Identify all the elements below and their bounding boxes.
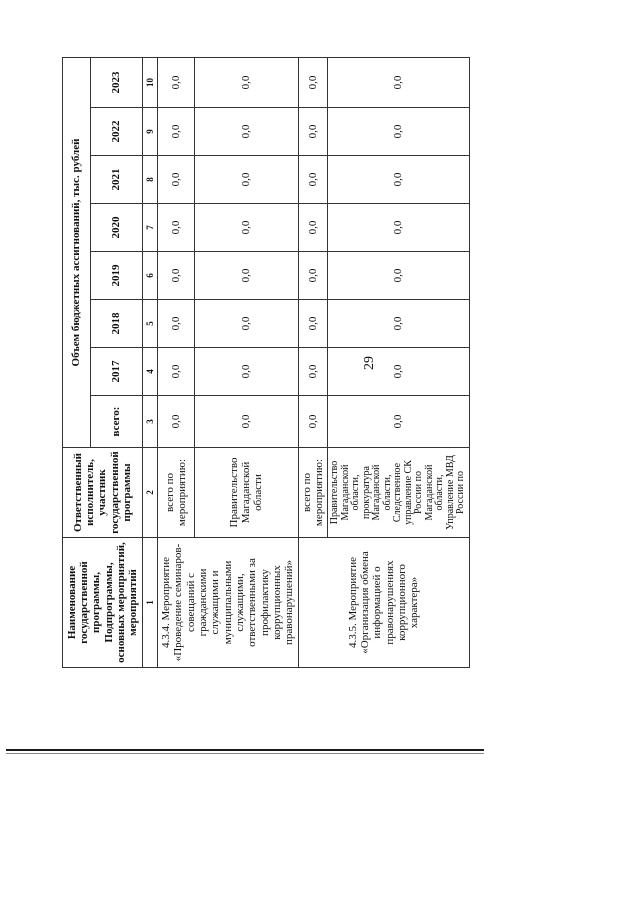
header-year-2022: 2022 [91, 108, 143, 156]
value-cell: 0,0 [298, 57, 328, 107]
value-cell: 0,0 [194, 396, 298, 448]
bottom-rule-thin [6, 753, 484, 754]
table-row [158, 57, 195, 667]
value-cell: 0,0 [158, 57, 195, 107]
value-cell: 0,0 [194, 252, 298, 300]
col-number: 7 [143, 204, 158, 252]
header-year-2021: 2021 [91, 156, 143, 204]
column-number-row [143, 57, 158, 667]
value-cell: 0,0 [194, 57, 298, 107]
bottom-rule [6, 749, 484, 751]
col-number: 4 [143, 348, 158, 396]
header-budget-group: Объем бюджетных ассигнований, тыс. рублей [63, 57, 91, 447]
header-year-2017: 2017 [91, 348, 143, 396]
value-cell: 0,0 [158, 300, 195, 348]
value-cell: 0,0 [194, 348, 298, 396]
header-year-2019: 2019 [91, 252, 143, 300]
rotated-page [62, 58, 512, 668]
value-cell: 0,0 [328, 348, 470, 396]
value-cell: 0,0 [158, 156, 195, 204]
value-cell: 0,0 [298, 252, 328, 300]
header-year-2020: 2020 [91, 204, 143, 252]
value-cell: 0,0 [298, 108, 328, 156]
header-executor: Ответственный исполнитель, участник государственной программы [63, 448, 143, 538]
value-cell: 0,0 [158, 396, 195, 448]
value-cell: 0,0 [328, 204, 470, 252]
executor-cell: всего по мероприятию: [158, 448, 195, 538]
header-year-2018: 2018 [91, 300, 143, 348]
value-cell: 0,0 [158, 348, 195, 396]
activity-name: 4.3.4. Мероприятие «Проведение семинаров-совещаний с гражданскими служащими и муниципальными служащими, ответственными за профилактику коррупционных правонарушений» [158, 538, 298, 668]
value-cell: 0,0 [328, 252, 470, 300]
col-number: 1 [143, 538, 158, 668]
value-cell: 0,0 [298, 156, 328, 204]
value-cell: 0,0 [328, 108, 470, 156]
col-number: 6 [143, 252, 158, 300]
value-cell: 0,0 [158, 108, 195, 156]
value-cell: 0,0 [158, 204, 195, 252]
header-total: всего: [91, 396, 143, 448]
header-year-2023: 2023 [91, 57, 143, 107]
value-cell: 0,0 [194, 156, 298, 204]
value-cell: 0,0 [328, 396, 470, 448]
value-cell: 0,0 [194, 108, 298, 156]
value-cell: 0,0 [298, 204, 328, 252]
table-row [298, 57, 328, 667]
col-number: 5 [143, 300, 158, 348]
col-number: 2 [143, 448, 158, 538]
col-number: 10 [143, 57, 158, 107]
value-cell: 0,0 [328, 300, 470, 348]
budget-table [62, 57, 470, 668]
value-cell: 0,0 [194, 204, 298, 252]
value-cell: 0,0 [328, 57, 470, 107]
value-cell: 0,0 [298, 396, 328, 448]
executor-cell: Правительство Магаданской области, прокуратура Магаданской области, Следственное управление СК России по Магаданской области, Управление МВД России по [328, 448, 470, 538]
value-cell: 0,0 [194, 300, 298, 348]
executor-cell: всего по мероприятию: [298, 448, 328, 538]
header-name: Наименование государственной программы, Подпрограммы, основных мероприятий, мероприятий [63, 538, 143, 668]
col-number: 9 [143, 108, 158, 156]
value-cell: 0,0 [328, 156, 470, 204]
page-number: 29 [362, 356, 377, 370]
value-cell: 0,0 [298, 300, 328, 348]
value-cell: 0,0 [158, 252, 195, 300]
col-number: 8 [143, 156, 158, 204]
value-cell: 0,0 [298, 348, 328, 396]
activity-name: 4.3.5. Мероприятие «Организация обмена информацией о правонарушениях коррупционного характера» [298, 538, 469, 668]
executor-cell: Правительство Магаданской области [194, 448, 298, 538]
col-number: 3 [143, 396, 158, 448]
